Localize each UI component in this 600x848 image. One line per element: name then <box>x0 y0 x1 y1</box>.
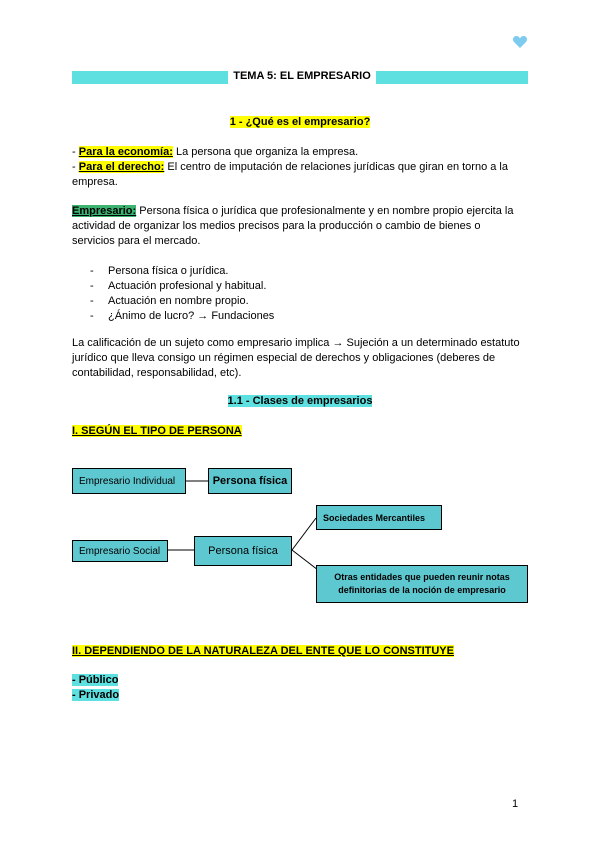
subheading-naturaleza: II. DEPENDIENDO DE LA NATURALEZA DEL ENTE QUE LO CONSTITUYE <box>72 645 454 657</box>
privado-item: - Privado <box>72 689 120 701</box>
persona-fisica-box-2: Persona física <box>194 536 292 566</box>
empresario-individual-box: Empresario Individual <box>72 468 186 494</box>
publico-item: - Público <box>72 674 119 686</box>
empresario-line: Empresario: Persona física o jurídica que profesionalmente y en nombre propio ejercita la <box>72 205 514 217</box>
calificacion-line-3: contabilidad, responsabilidad, etc). <box>72 367 242 379</box>
subheading-tipo-persona: I. SEGÚN EL TIPO DE PERSONA <box>72 425 242 437</box>
section-heading-1: 1 - ¿Qué es el empresario? <box>229 116 371 128</box>
page-title: TEMA 5: EL EMPRESARIO <box>233 70 371 82</box>
derecho-label: Para el derecho: <box>78 161 165 173</box>
economia-line: - Para la economía: La persona que organiza la empresa. <box>72 146 359 158</box>
calificacion-line-1: La calificación de un sujeto como empresario implica → Sujeción a un determinado estatuto <box>72 337 520 349</box>
list-item: - Actuación profesional y habitual. <box>90 279 274 294</box>
sociedades-mercantiles-box: Sociedades Mercantiles <box>316 505 442 530</box>
calificacion-line-2: jurídico que lleva consigo un régimen especial de derechos y obligaciones (deberes de <box>72 352 496 364</box>
section-heading-1-1: 1.1 - Clases de empresarios <box>227 395 373 407</box>
empresario-line-3: servicios para el mercado. <box>72 235 201 247</box>
otras-entidades-box: Otras entidades que pueden reunir notas definitorias de la noción de empresario <box>316 565 528 603</box>
list-item: - Actuación en nombre propio. <box>90 294 274 309</box>
economia-label: Para la economía: <box>78 146 173 158</box>
empresario-social-box: Empresario Social <box>72 540 168 562</box>
list-item: - Persona física o jurídica. <box>90 264 274 279</box>
persona-fisica-box-1: Persona física <box>208 468 292 494</box>
empresario-line-2: actividad de organizar los medios precisos para la producción o cambio de bienes o <box>72 220 481 232</box>
list-item: - ¿Ánimo de lucro? → Fundaciones <box>90 309 274 324</box>
derecho-line-2: empresa. <box>72 176 118 188</box>
derecho-line: - Para el derecho: El centro de imputación de relaciones jurídicas que giran en torno a la <box>72 161 508 173</box>
empresario-label: Empresario: <box>72 205 137 217</box>
page-number: 1 <box>512 798 519 810</box>
